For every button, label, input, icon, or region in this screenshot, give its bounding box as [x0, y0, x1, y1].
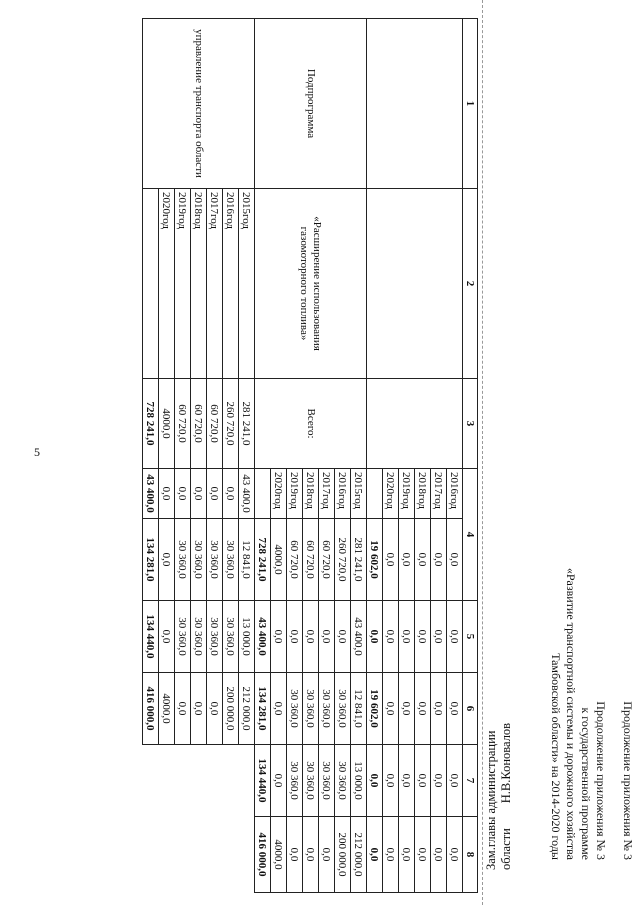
- value-cell: 30 360,0: [191, 519, 207, 601]
- value-cell: 0,0: [383, 745, 399, 817]
- value-cell: 0,0: [383, 673, 399, 745]
- value-cell: 200 000,0: [335, 817, 351, 893]
- value-cell: 0,0: [383, 519, 399, 601]
- value-cell: 0,0: [415, 817, 431, 893]
- header-continuation: Продолжение приложения № 3: [621, 701, 635, 860]
- col-header-8: 8: [463, 817, 478, 893]
- year-cell: 2019год: [287, 469, 303, 519]
- year-cell: 2019год: [399, 469, 415, 519]
- col-header-2: 2: [463, 189, 478, 379]
- col-header-4: 4: [463, 469, 478, 601]
- value-cell: 0,0: [159, 601, 175, 673]
- value-cell: 416 000,0: [255, 817, 271, 893]
- subprogram-name: «Расширение использования газомоторного топлива»: [255, 189, 367, 379]
- value-cell: 0,0: [303, 817, 319, 893]
- value-cell: 13 000,0: [239, 601, 255, 673]
- header-line-2: к государственной программе: [579, 707, 593, 860]
- value-cell: 0,0: [303, 601, 319, 673]
- year-cell: 2015год: [239, 189, 255, 379]
- signature-line-1: Зам.главы администрации: [484, 730, 498, 870]
- year-cell: 2018год: [303, 469, 319, 519]
- value-cell: 30 360,0: [223, 519, 239, 601]
- year-cell: 2016год: [223, 189, 239, 379]
- value-cell: 134 281,0: [143, 519, 159, 601]
- value-cell: 0,0: [207, 673, 223, 745]
- value-cell: 0,0: [191, 673, 207, 745]
- value-cell: 281 241,0: [351, 519, 367, 601]
- value-cell: 13 000,0: [351, 745, 367, 817]
- table-row: [239, 19, 255, 893]
- value-cell: 0,0: [431, 673, 447, 745]
- value-cell: 30 360,0: [207, 519, 223, 601]
- header-line-1: Продолжение приложения № 3: [594, 701, 608, 860]
- signature-block: [484, 610, 514, 870]
- value-cell: 30 360,0: [319, 745, 335, 817]
- value-cell: 0,0: [447, 519, 463, 601]
- value-cell: 0,0: [159, 469, 175, 519]
- value-cell: 0,0: [175, 673, 191, 745]
- value-cell: 0,0: [367, 601, 383, 673]
- year-cell: 2020год: [271, 469, 287, 519]
- table-area: [144, 18, 478, 882]
- header-line-3: «Развитие транспортной системы и дорожного хозяйства: [564, 567, 578, 860]
- page-number: 5: [34, 445, 40, 459]
- col-header-5: 5: [463, 601, 478, 673]
- value-cell: 30 360,0: [191, 601, 207, 673]
- year-cell: 2015год: [351, 469, 367, 519]
- value-cell: 60 720,0: [319, 519, 335, 601]
- value-cell: 0,0: [159, 519, 175, 601]
- header-line-4: Тамбовской области» на 2014-2020 годы: [549, 653, 563, 860]
- table-row: [351, 19, 367, 893]
- value-cell: 0,0: [399, 673, 415, 745]
- value-cell: 0,0: [447, 745, 463, 817]
- value-cell: 134 440,0: [143, 601, 159, 673]
- col-header-3: 3: [463, 379, 478, 469]
- value-cell: 4000,0: [159, 379, 175, 469]
- value-cell: 30 360,0: [335, 673, 351, 745]
- col1-empty: [367, 19, 463, 189]
- value-cell: 0,0: [367, 745, 383, 817]
- value-cell: 43 400,0: [255, 601, 271, 673]
- value-cell: 0,0: [271, 601, 287, 673]
- year-cell: [255, 469, 271, 519]
- value-cell: 212 000,0: [239, 673, 255, 745]
- value-cell: 60 720,0: [207, 379, 223, 469]
- year-cell: [143, 189, 159, 379]
- year-cell: 2017год: [207, 189, 223, 379]
- value-cell: 60 720,0: [303, 519, 319, 601]
- value-cell: 0,0: [383, 817, 399, 893]
- value-cell: 30 360,0: [303, 745, 319, 817]
- value-cell: 0,0: [319, 601, 335, 673]
- value-cell: 0,0: [447, 673, 463, 745]
- year-cell: 2020год: [159, 189, 175, 379]
- value-cell: 30 360,0: [175, 601, 191, 673]
- value-cell: 30 360,0: [207, 601, 223, 673]
- header-block: [548, 500, 635, 860]
- value-cell: 728 241,0: [255, 519, 271, 601]
- value-cell: 212 000,0: [351, 817, 367, 893]
- value-cell: 0,0: [207, 469, 223, 519]
- value-cell: 4000,0: [271, 817, 287, 893]
- value-cell: 134 281,0: [255, 673, 271, 745]
- value-cell: 0,0: [431, 817, 447, 893]
- value-cell: 0,0: [415, 745, 431, 817]
- value-cell: 0,0: [287, 601, 303, 673]
- value-cell: 134 440,0: [255, 745, 271, 817]
- year-cell: 2019год: [175, 189, 191, 379]
- value-cell: 0,0: [319, 817, 335, 893]
- value-cell: 0,0: [399, 519, 415, 601]
- value-cell: 30 360,0: [175, 519, 191, 601]
- total-label: Всего:: [255, 379, 367, 469]
- value-cell: 0,0: [415, 519, 431, 601]
- finance-table-rotated: [142, 18, 478, 893]
- col3-empty: [367, 379, 463, 469]
- year-cell: 2017год: [319, 469, 335, 519]
- value-cell: 281 241,0: [239, 379, 255, 469]
- year-cell: 2016год: [335, 469, 351, 519]
- value-cell: 0,0: [335, 601, 351, 673]
- value-cell: 416 000,0: [143, 673, 159, 745]
- value-cell: 19 602,0: [367, 673, 383, 745]
- value-cell: 200 000,0: [223, 673, 239, 745]
- value-cell: 0,0: [287, 817, 303, 893]
- value-cell: 0,0: [399, 601, 415, 673]
- value-cell: 30 360,0: [335, 745, 351, 817]
- table-row: [447, 19, 463, 893]
- year-cell: 2017год: [431, 469, 447, 519]
- header-row: [463, 19, 478, 893]
- value-cell: 30 360,0: [287, 745, 303, 817]
- value-cell: 0,0: [383, 601, 399, 673]
- value-cell: 0,0: [367, 817, 383, 893]
- value-cell: 0,0: [271, 673, 287, 745]
- value-cell: 0,0: [399, 745, 415, 817]
- value-cell: 0,0: [447, 601, 463, 673]
- value-cell: 43 400,0: [351, 601, 367, 673]
- value-cell: 0,0: [223, 469, 239, 519]
- value-cell: 260 720,0: [335, 519, 351, 601]
- subprogram-label: Подпрограмма: [255, 19, 367, 189]
- value-cell: 60 720,0: [191, 379, 207, 469]
- value-cell: 0,0: [431, 745, 447, 817]
- col2-empty: [367, 189, 463, 379]
- value-cell: 0,0: [431, 601, 447, 673]
- value-cell: 30 360,0: [287, 673, 303, 745]
- value-cell: 60 720,0: [175, 379, 191, 469]
- value-cell: 4000,0: [271, 519, 287, 601]
- year-cell: 2018год: [415, 469, 431, 519]
- value-cell: 43 400,0: [143, 469, 159, 519]
- value-cell: 728 241,0: [143, 379, 159, 469]
- value-cell: 0,0: [415, 673, 431, 745]
- value-cell: 0,0: [447, 817, 463, 893]
- value-cell: 60 720,0: [287, 519, 303, 601]
- value-cell: 43 400,0: [239, 469, 255, 519]
- value-cell: 260 720,0: [223, 379, 239, 469]
- col-header-1: 1: [463, 19, 478, 189]
- value-cell: 0,0: [431, 519, 447, 601]
- value-cell: 4000,0: [159, 673, 175, 745]
- value-cell: 0,0: [191, 469, 207, 519]
- year-cell: 2016год: [447, 469, 463, 519]
- value-cell: 12 841,0: [239, 519, 255, 601]
- year-cell: 2018год: [191, 189, 207, 379]
- value-cell: 0,0: [415, 601, 431, 673]
- value-cell: 0,0: [175, 469, 191, 519]
- col-header-7: 7: [463, 745, 478, 817]
- year-cell: 2020год: [383, 469, 399, 519]
- value-cell: 30 360,0: [303, 673, 319, 745]
- value-cell: 0,0: [399, 817, 415, 893]
- value-cell: 30 360,0: [223, 601, 239, 673]
- executor-label: управление транспорта области: [143, 19, 255, 189]
- signature-line-2: области Н.В.Коновалов: [499, 722, 513, 870]
- year-cell: [367, 469, 383, 519]
- value-cell: 19 602,0: [367, 519, 383, 601]
- col-header-6: 6: [463, 673, 478, 745]
- value-cell: 12 841,0: [351, 673, 367, 745]
- value-cell: 30 360,0: [319, 673, 335, 745]
- value-cell: 0,0: [271, 745, 287, 817]
